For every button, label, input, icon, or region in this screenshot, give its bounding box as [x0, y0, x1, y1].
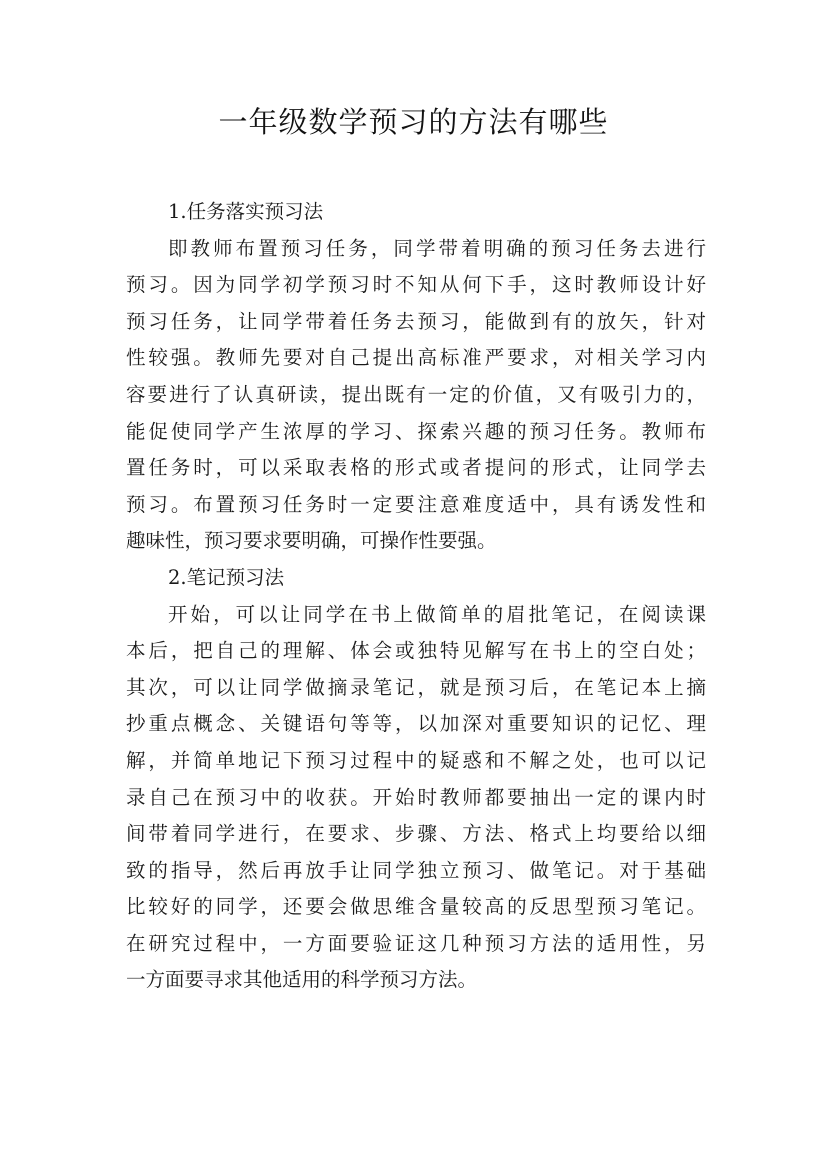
section-heading: 2.笔记预习法 — [168, 565, 285, 589]
paragraph-line: 预习任务，让同学带着任务去预习，能做到有的放矢，针对 — [126, 309, 706, 333]
paragraph-line: 即教师布置预习任务，同学带着明确的预习任务去进行 — [168, 236, 706, 260]
paragraph-line: 预习。因为同学初学预习时不知从何下手，这时教师设计好 — [126, 273, 706, 297]
document-title: 一年级数学预习的方法有哪些 — [218, 105, 609, 139]
document-body — [126, 194, 706, 999]
paragraph-line: 在研究过程中，一方面要验证这几种预习方法的适用性，另 — [126, 931, 706, 955]
paragraph-line: 录自己在预习中的收获。开始时教师都要抽出一定的课内时 — [126, 785, 706, 809]
paragraph-line: 开始，可以让同学在书上做简单的眉批笔记，在阅读课 — [168, 602, 706, 626]
paragraph-line: 容要进行了认真研读，提出既有一定的价值，又有吸引力的， — [126, 382, 706, 406]
paragraph-line: 趣味性，预习要求要明确，可操作性要强。 — [126, 529, 497, 553]
paragraph-line: 本后，把自己的理解、体会或独特见解写在书上的空白处； — [126, 639, 706, 663]
paragraph-line: 解，并简单地记下预习过程中的疑惑和不解之处，也可以记 — [126, 748, 706, 772]
paragraph-line: 比较好的同学，还要会做思维含量较高的反思型预习笔记。 — [126, 895, 706, 919]
paragraph-line: 致的指导，然后再放手让同学独立预习、做笔记。对于基础 — [126, 858, 706, 882]
paragraph-line: 性较强。教师先要对自己提出高标准严要求，对相关学习内 — [126, 346, 706, 370]
section-heading: 1.任务落实预习法 — [168, 200, 324, 223]
paragraph-line: 其次，可以让同学做摘录笔记，就是预习后，在笔记本上摘 — [126, 675, 706, 699]
paragraph-line: 能促使同学产生浓厚的学习、探索兴趣的预习任务。教师布 — [126, 419, 706, 443]
paragraph-line: 一方面要寻求其他适用的科学预习方法。 — [126, 968, 478, 992]
paragraph-line: 间带着同学进行，在要求、步骤、方法、格式上均要给以细 — [126, 822, 706, 846]
paragraph-line: 抄重点概念、关键语句等等，以加深对重要知识的记忆、理 — [126, 712, 706, 736]
paragraph-line: 置任务时，可以采取表格的形式或者提问的形式，让同学去 — [126, 456, 706, 480]
paragraph-line: 预习。布置预习任务时一定要注意难度适中，具有诱发性和 — [126, 492, 706, 516]
